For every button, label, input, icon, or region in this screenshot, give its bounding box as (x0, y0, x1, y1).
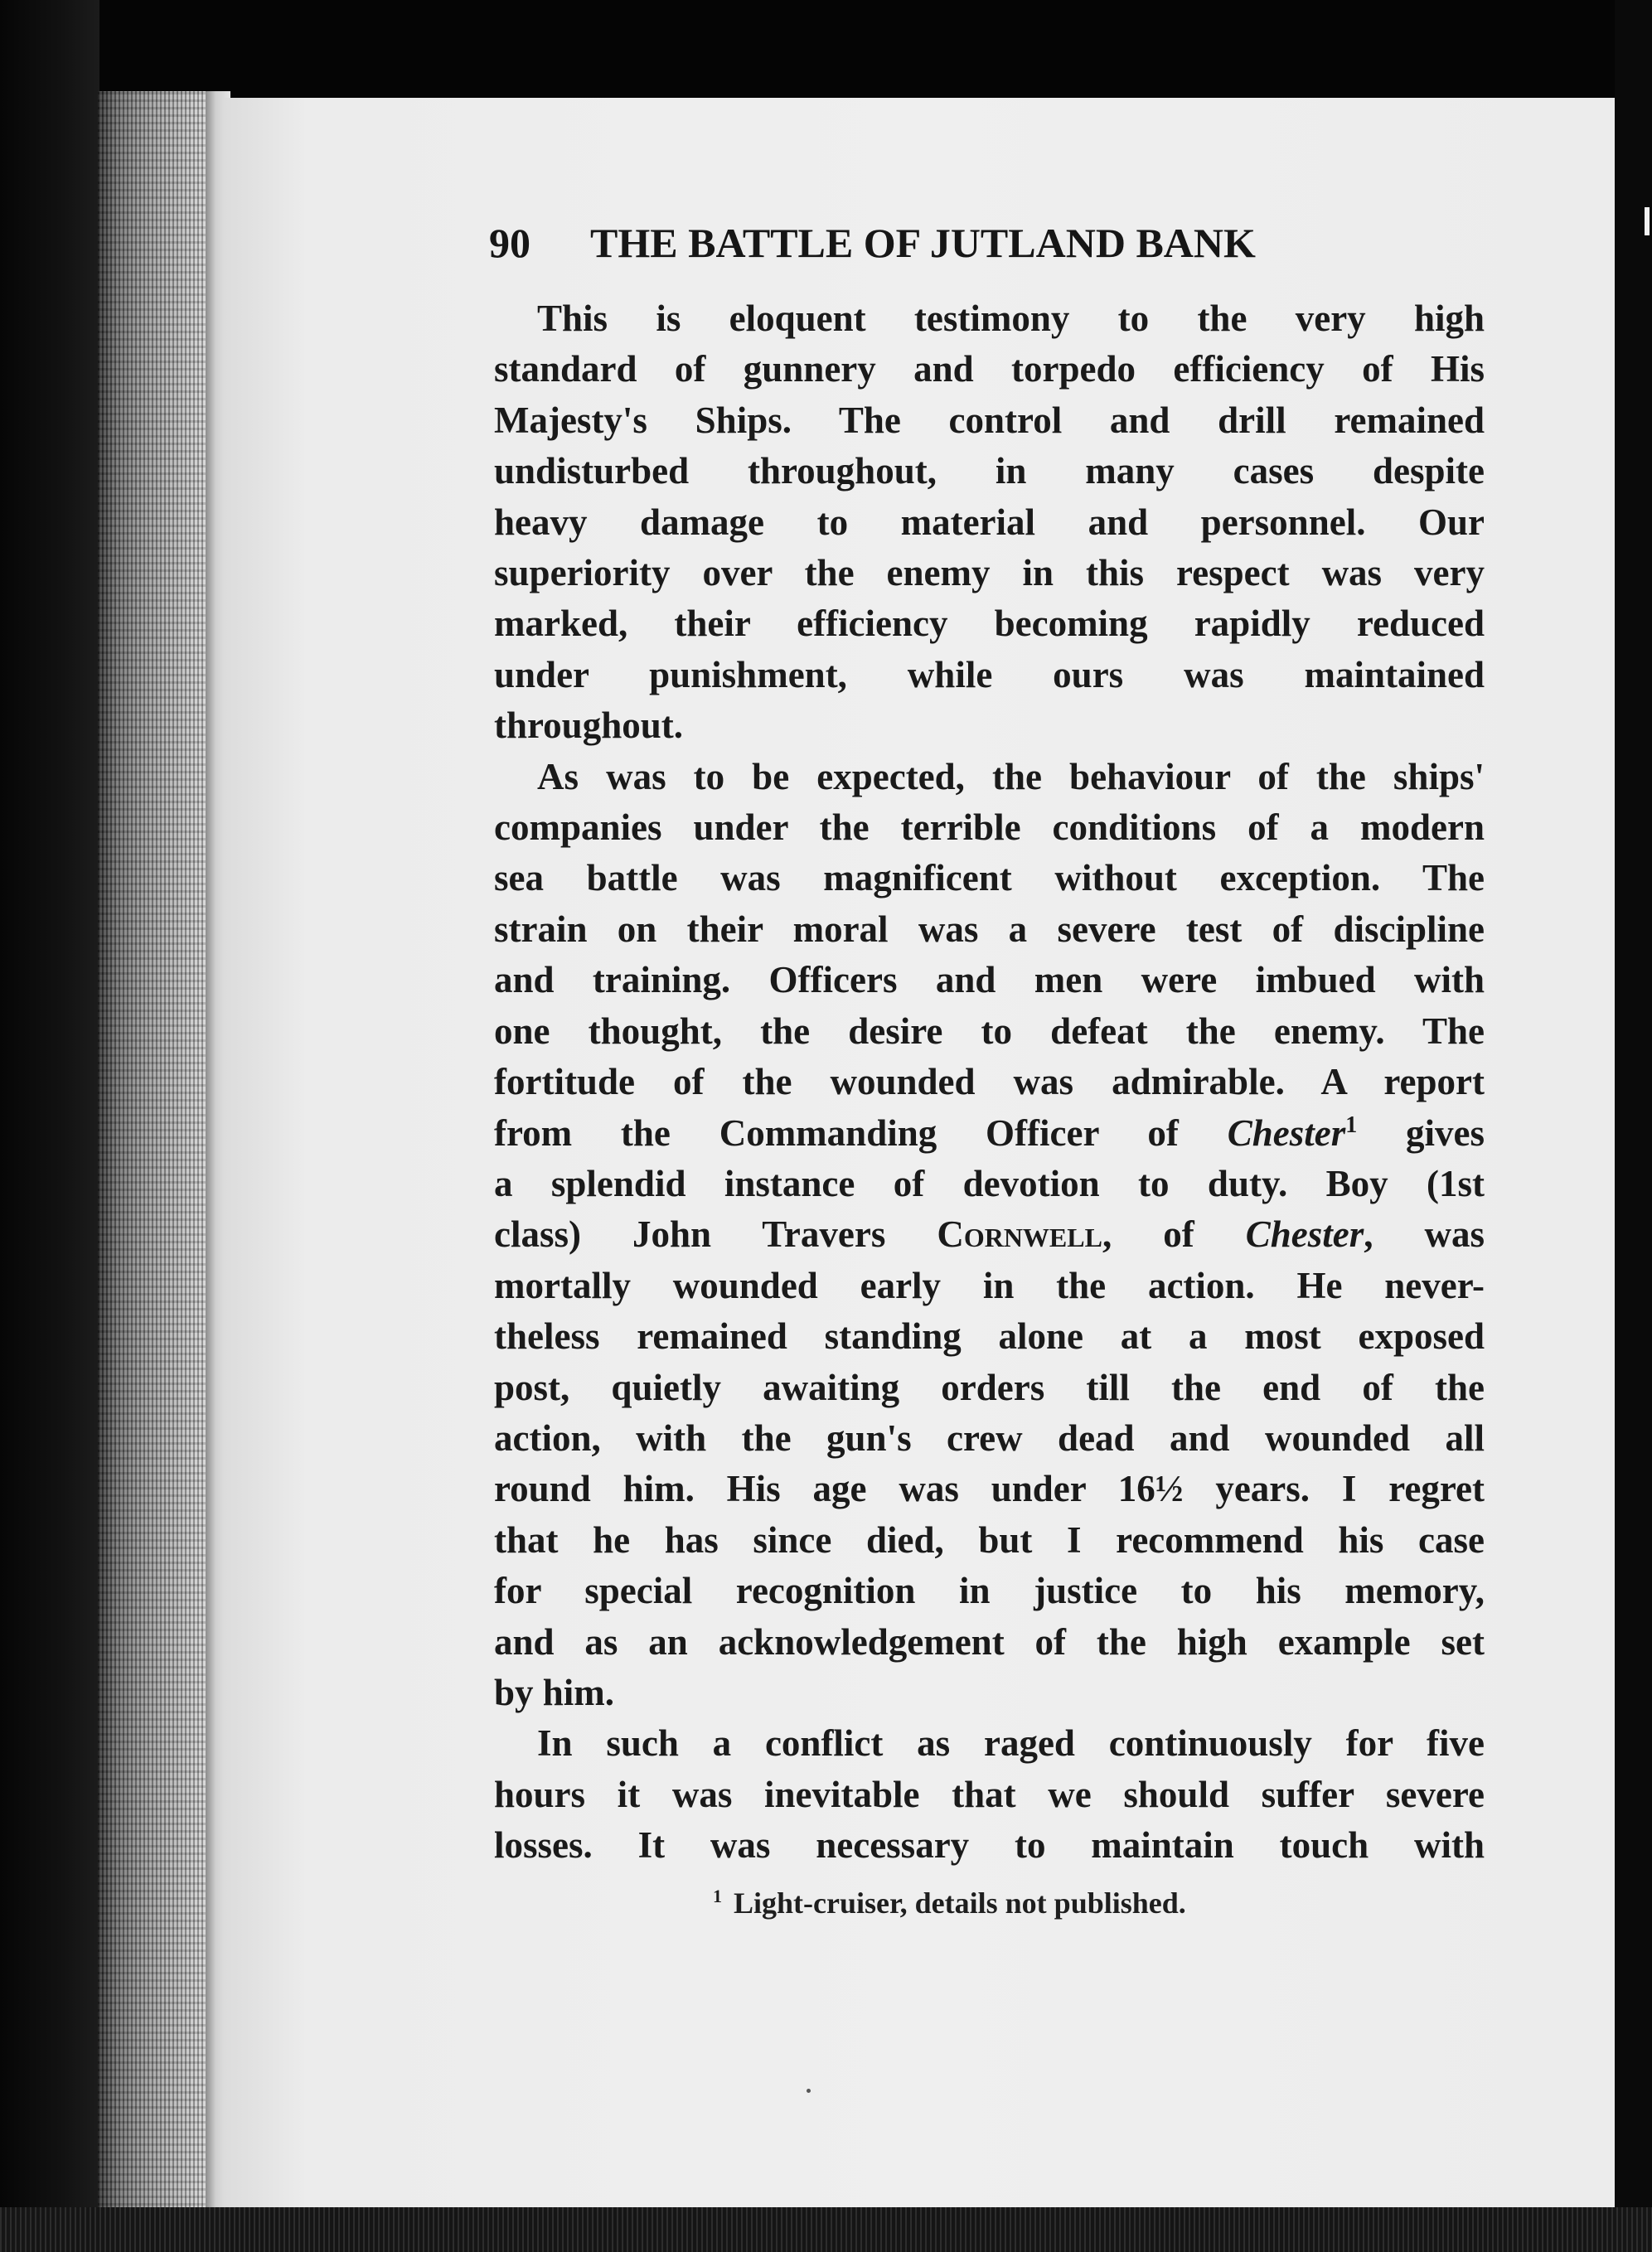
text-line: for special recognition in justice to his memory, (494, 1570, 1485, 1612)
text-line: superiority over the enemy in this respect was very (494, 552, 1485, 594)
page-body (494, 293, 1485, 1872)
text-line: by him. (494, 1671, 615, 1713)
footnote-mark: 1 (713, 1886, 722, 1906)
text-line: This is eloquent testimony to the very high (537, 298, 1485, 339)
text-line: a splendid instance of devotion to duty. Boy (1st (494, 1162, 1485, 1204)
text-line: As was to be expected, the behaviour of the ships' (537, 755, 1485, 797)
text-line: Majesty's Ships. The control and drill remained (494, 399, 1485, 441)
person-name-small-caps: Cornwell (937, 1213, 1102, 1256)
text-fragment: gives (1357, 1111, 1485, 1154)
scan-right-border (1615, 0, 1652, 2252)
scan-edge-mark (1645, 207, 1650, 235)
text-line: undisturbed throughout, in many cases despite (494, 450, 1485, 492)
text-line: companies under the terrible conditions of a modern (494, 806, 1485, 849)
text-line: theless remained standing alone at a most exposed (494, 1315, 1485, 1358)
text-line: heavy damage to material and personnel. Our (494, 501, 1485, 543)
text-line: one thought, the desire to defeat the enemy. The (494, 1010, 1485, 1052)
text-line: hours it was inevitable that we should suffer severe (494, 1773, 1485, 1815)
paragraph-1 (494, 293, 1485, 752)
scan-top-border (0, 0, 1652, 99)
page-header (489, 214, 1484, 272)
text-line: strain on their moral was a severe test of discipline (494, 908, 1485, 950)
text-line: standard of gunnery and torpedo efficiency of His (494, 348, 1485, 390)
text-line: mortally wounded early in the action. He never- (494, 1264, 1485, 1306)
footnote-reference: 1 (1345, 1111, 1358, 1138)
text-line: that he has since died, but I recommend his case (494, 1518, 1485, 1561)
running-head: THE BATTLE OF JUTLAND BANK (590, 220, 1256, 266)
text-fragment: from the Commanding Officer of (494, 1111, 1228, 1154)
page-number: 90 (489, 220, 530, 266)
ship-name-italic: Chester (1227, 1111, 1346, 1154)
text-line: action, with the gun's crew dead and wounded all (494, 1417, 1485, 1459)
text-fragment: , of (1102, 1213, 1246, 1256)
text-line: throughout. (494, 705, 683, 747)
text-line: under punishment, while ours was maintained (494, 653, 1485, 695)
text-fragment: class) John Travers (494, 1213, 937, 1256)
footnote (713, 1883, 1459, 1923)
text-line: and training. Officers and men were imbued with (494, 959, 1485, 1001)
scan-bottom-border (0, 2207, 1652, 2252)
text-line: round him. His age was under 16½ years. I regret (494, 1468, 1485, 1510)
text-fragment: , was (1364, 1213, 1485, 1256)
text-line: losses. It was necessary to maintain touch with (494, 1824, 1485, 1867)
text-line-chester-footnote (494, 1108, 1485, 1159)
paper-speck (807, 2089, 811, 2093)
paragraph-2 (494, 752, 1485, 1719)
footnote-text: Light-cruiser, details not published. (734, 1886, 1186, 1920)
scan-left-border (0, 0, 99, 2252)
text-line: fortitude of the wounded was admirable. A report (494, 1061, 1485, 1103)
ship-name-italic: Chester (1245, 1213, 1364, 1256)
text-line: marked, their efficiency becoming rapidly reduced (494, 603, 1485, 645)
text-line: and as an acknowledgement of the high example set (494, 1620, 1485, 1663)
book-spine-binding (98, 91, 206, 2213)
text-line: post, quietly awaiting orders till the end of the (494, 1366, 1485, 1408)
text-line: In such a conflict as raged continuously for five (537, 1722, 1485, 1765)
text-line: sea battle was magnificent without exception. The (494, 857, 1485, 899)
paragraph-3 (494, 1718, 1485, 1871)
text-line-cornwell (494, 1209, 1485, 1260)
